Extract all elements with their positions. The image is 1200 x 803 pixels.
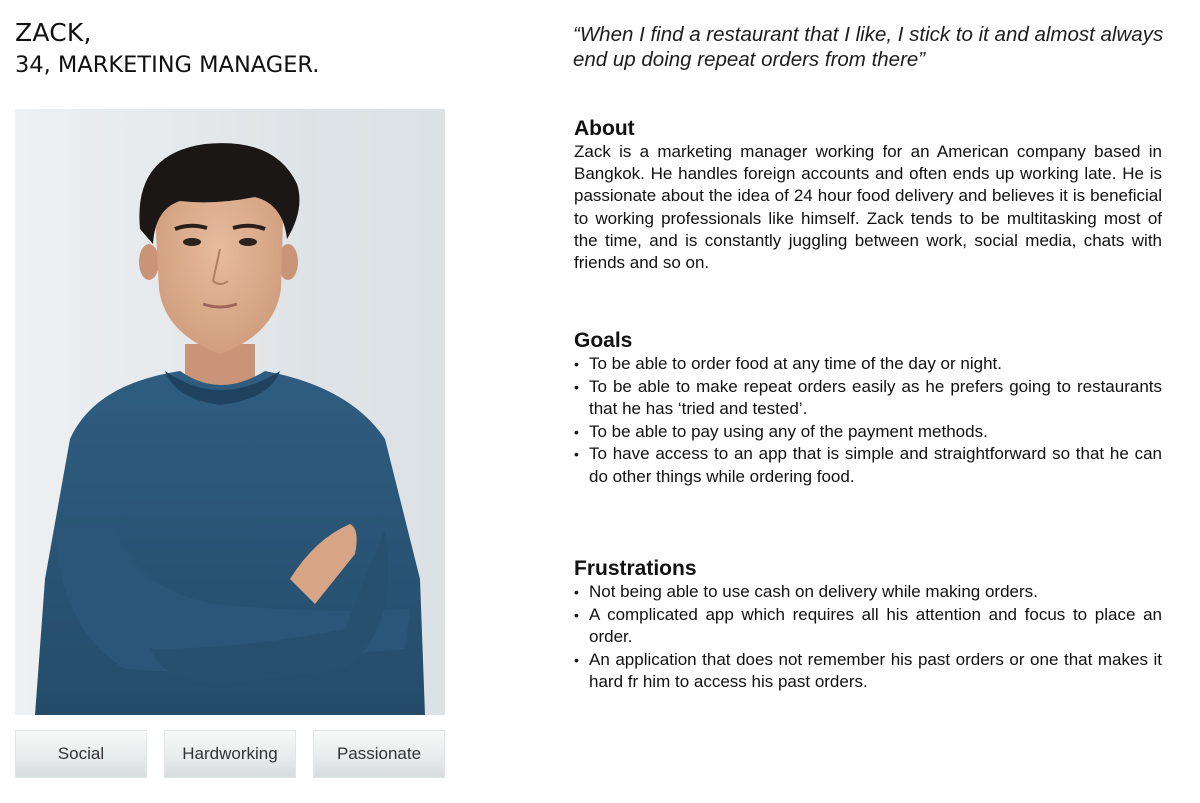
trait-tag-passionate: Passionate [313,730,445,778]
about-text: Zack is a marketing manager working for an American company based in Bangkok. He handles foreign accounts and often ends up working late. He is passionate about the idea of 24 hour food delivery and believes it is beneficial to working professionals like himself. Zack tends to be multitasking most of the time, and is constantly juggling between work, social media, chats with friends and so on. [574,142,1162,273]
list-item: • Not being able to use cash on delivery while making orders. [574,581,1162,604]
bullet-icon: • [574,423,579,440]
frustrations-heading: Frustrations [574,557,697,580]
goals-heading: Goals [574,329,633,352]
goals-section [574,329,1162,488]
list-item: • To be able to pay using any of the payment methods. [574,421,1162,444]
bullet-icon: • [574,446,579,462]
about-heading: About [574,117,635,140]
trait-tag-hardworking: Hardworking [164,730,296,778]
persona-name: ZACK, [15,18,92,47]
bullet-icon: • [574,378,579,395]
list-item: • To be able to make repeat orders easily as he prefers going to restaurants that he has ‘tried and tested’. [574,376,1162,418]
persona-quote: “When I find a restaurant that I like, I stick to it and almost always end up doing repeat orders from there” [573,23,1164,71]
bullet-icon: • [574,651,579,668]
bullet-icon: • [574,356,579,372]
bullet-icon: • [574,606,579,623]
list-item: • An application that does not remember his past orders or one that makes it hard fr him to access his past orders. [574,649,1162,691]
trait-tags [15,730,445,778]
list-item: • To be able to order food at any time of the day or night. [574,353,1162,376]
bullet-icon: • [574,584,579,600]
persona-role: 34, MARKETING MANAGER. [15,52,320,78]
frustrations-list [574,581,1162,694]
about-section [574,117,1162,274]
frustrations-section [574,557,1162,694]
person-portrait-icon [15,109,445,715]
list-item: • A complicated app which requires all his attention and focus to place an order. [574,604,1162,646]
list-item: • To have access to an app that is simple and straightforward so that he can do other things while ordering food. [574,444,1162,486]
trait-tag-social: Social [15,730,147,778]
goals-list [574,353,1162,488]
persona-photo [15,109,445,715]
